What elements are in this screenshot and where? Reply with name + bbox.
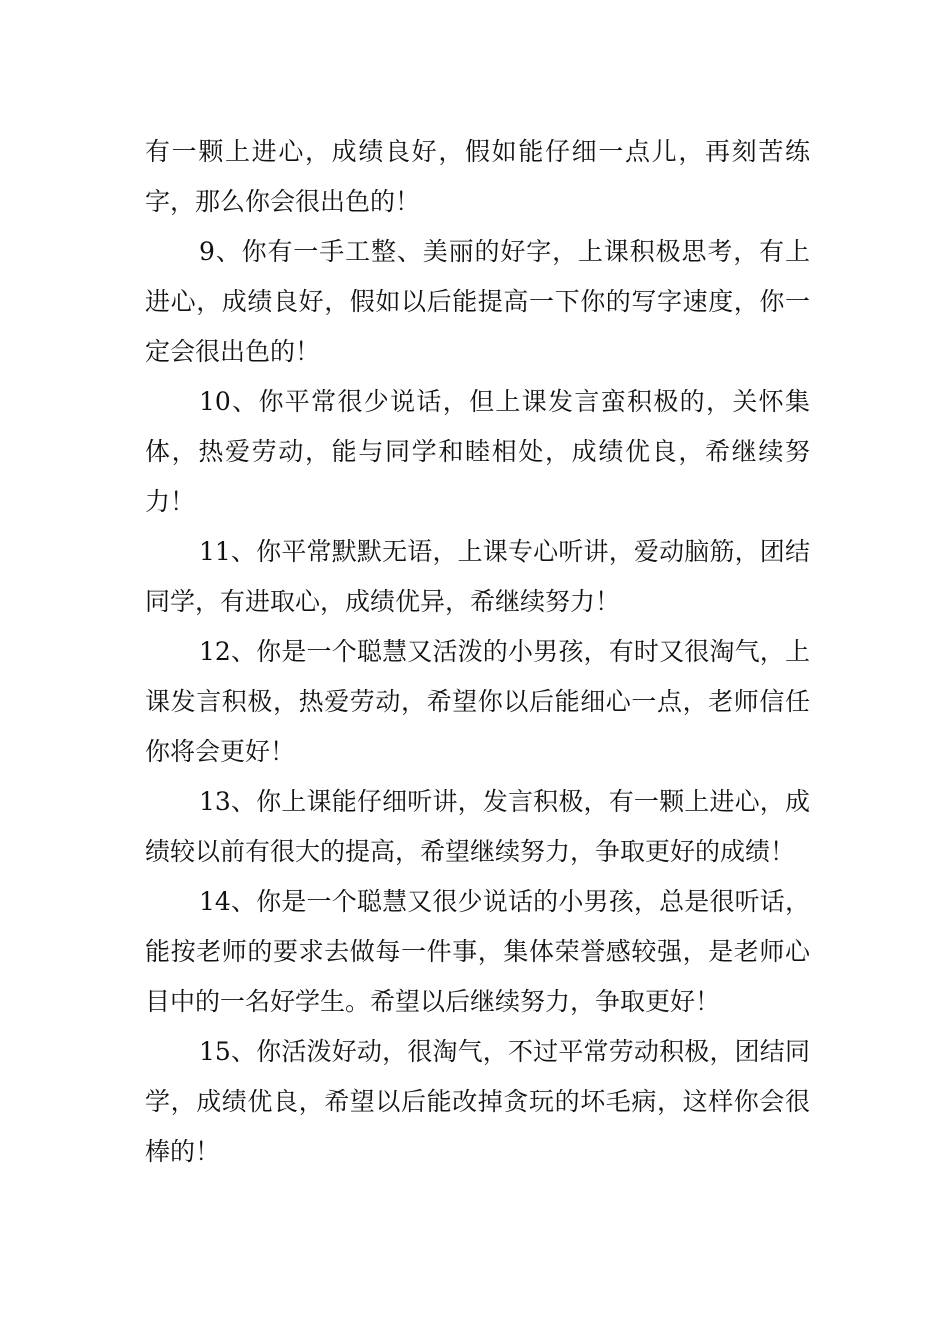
paragraph-comment-14: 14、你是一个聪慧又很少说话的小男孩，总是很听话，能按老师的要求去做每一件事，集体荣誉感较强，是老师心目中的一名好学生。希望以后继续努力，争取更好！ xyxy=(145,887,810,1016)
paragraph-continuation: 有一颗上进心，成绩良好，假如能仔细一点儿，再刻苦练字，那么你会很出色的！ xyxy=(145,137,810,216)
paragraph-comment-15: 15、你活泼好动，很淘气，不过平常劳动积极，团结同学，成绩优良，希望以后能改掉贪玩的坏毛病，这样你会很棒的！ xyxy=(145,1037,810,1166)
paragraph-comment-9: 9、你有一手工整、美丽的好字，上课积极思考，有上进心，成绩良好，假如以后能提高一下你的写字速度，你一定会很出色的！ xyxy=(145,237,810,366)
paragraph-comment-11: 11、你平常默默无语，上课专心听讲，爱动脑筋，团结同学，有进取心，成绩优异，希继续努力！ xyxy=(145,537,810,616)
document-body xyxy=(145,127,810,1177)
paragraph-comment-13: 13、你上课能仔细听讲，发言积极，有一颗上进心，成绩较以前有很大的提高，希望继续努力，争取更好的成绩！ xyxy=(145,787,810,866)
paragraph-comment-12: 12、你是一个聪慧又活泼的小男孩，有时又很淘气，上课发言积极，热爱劳动，希望你以后能细心一点，老师信任你将会更好！ xyxy=(145,637,810,766)
paragraph-comment-10: 10、你平常很少说话，但上课发言蛮积极的，关怀集体，热爱劳动，能与同学和睦相处，成绩优良，希继续努力！ xyxy=(145,387,810,516)
